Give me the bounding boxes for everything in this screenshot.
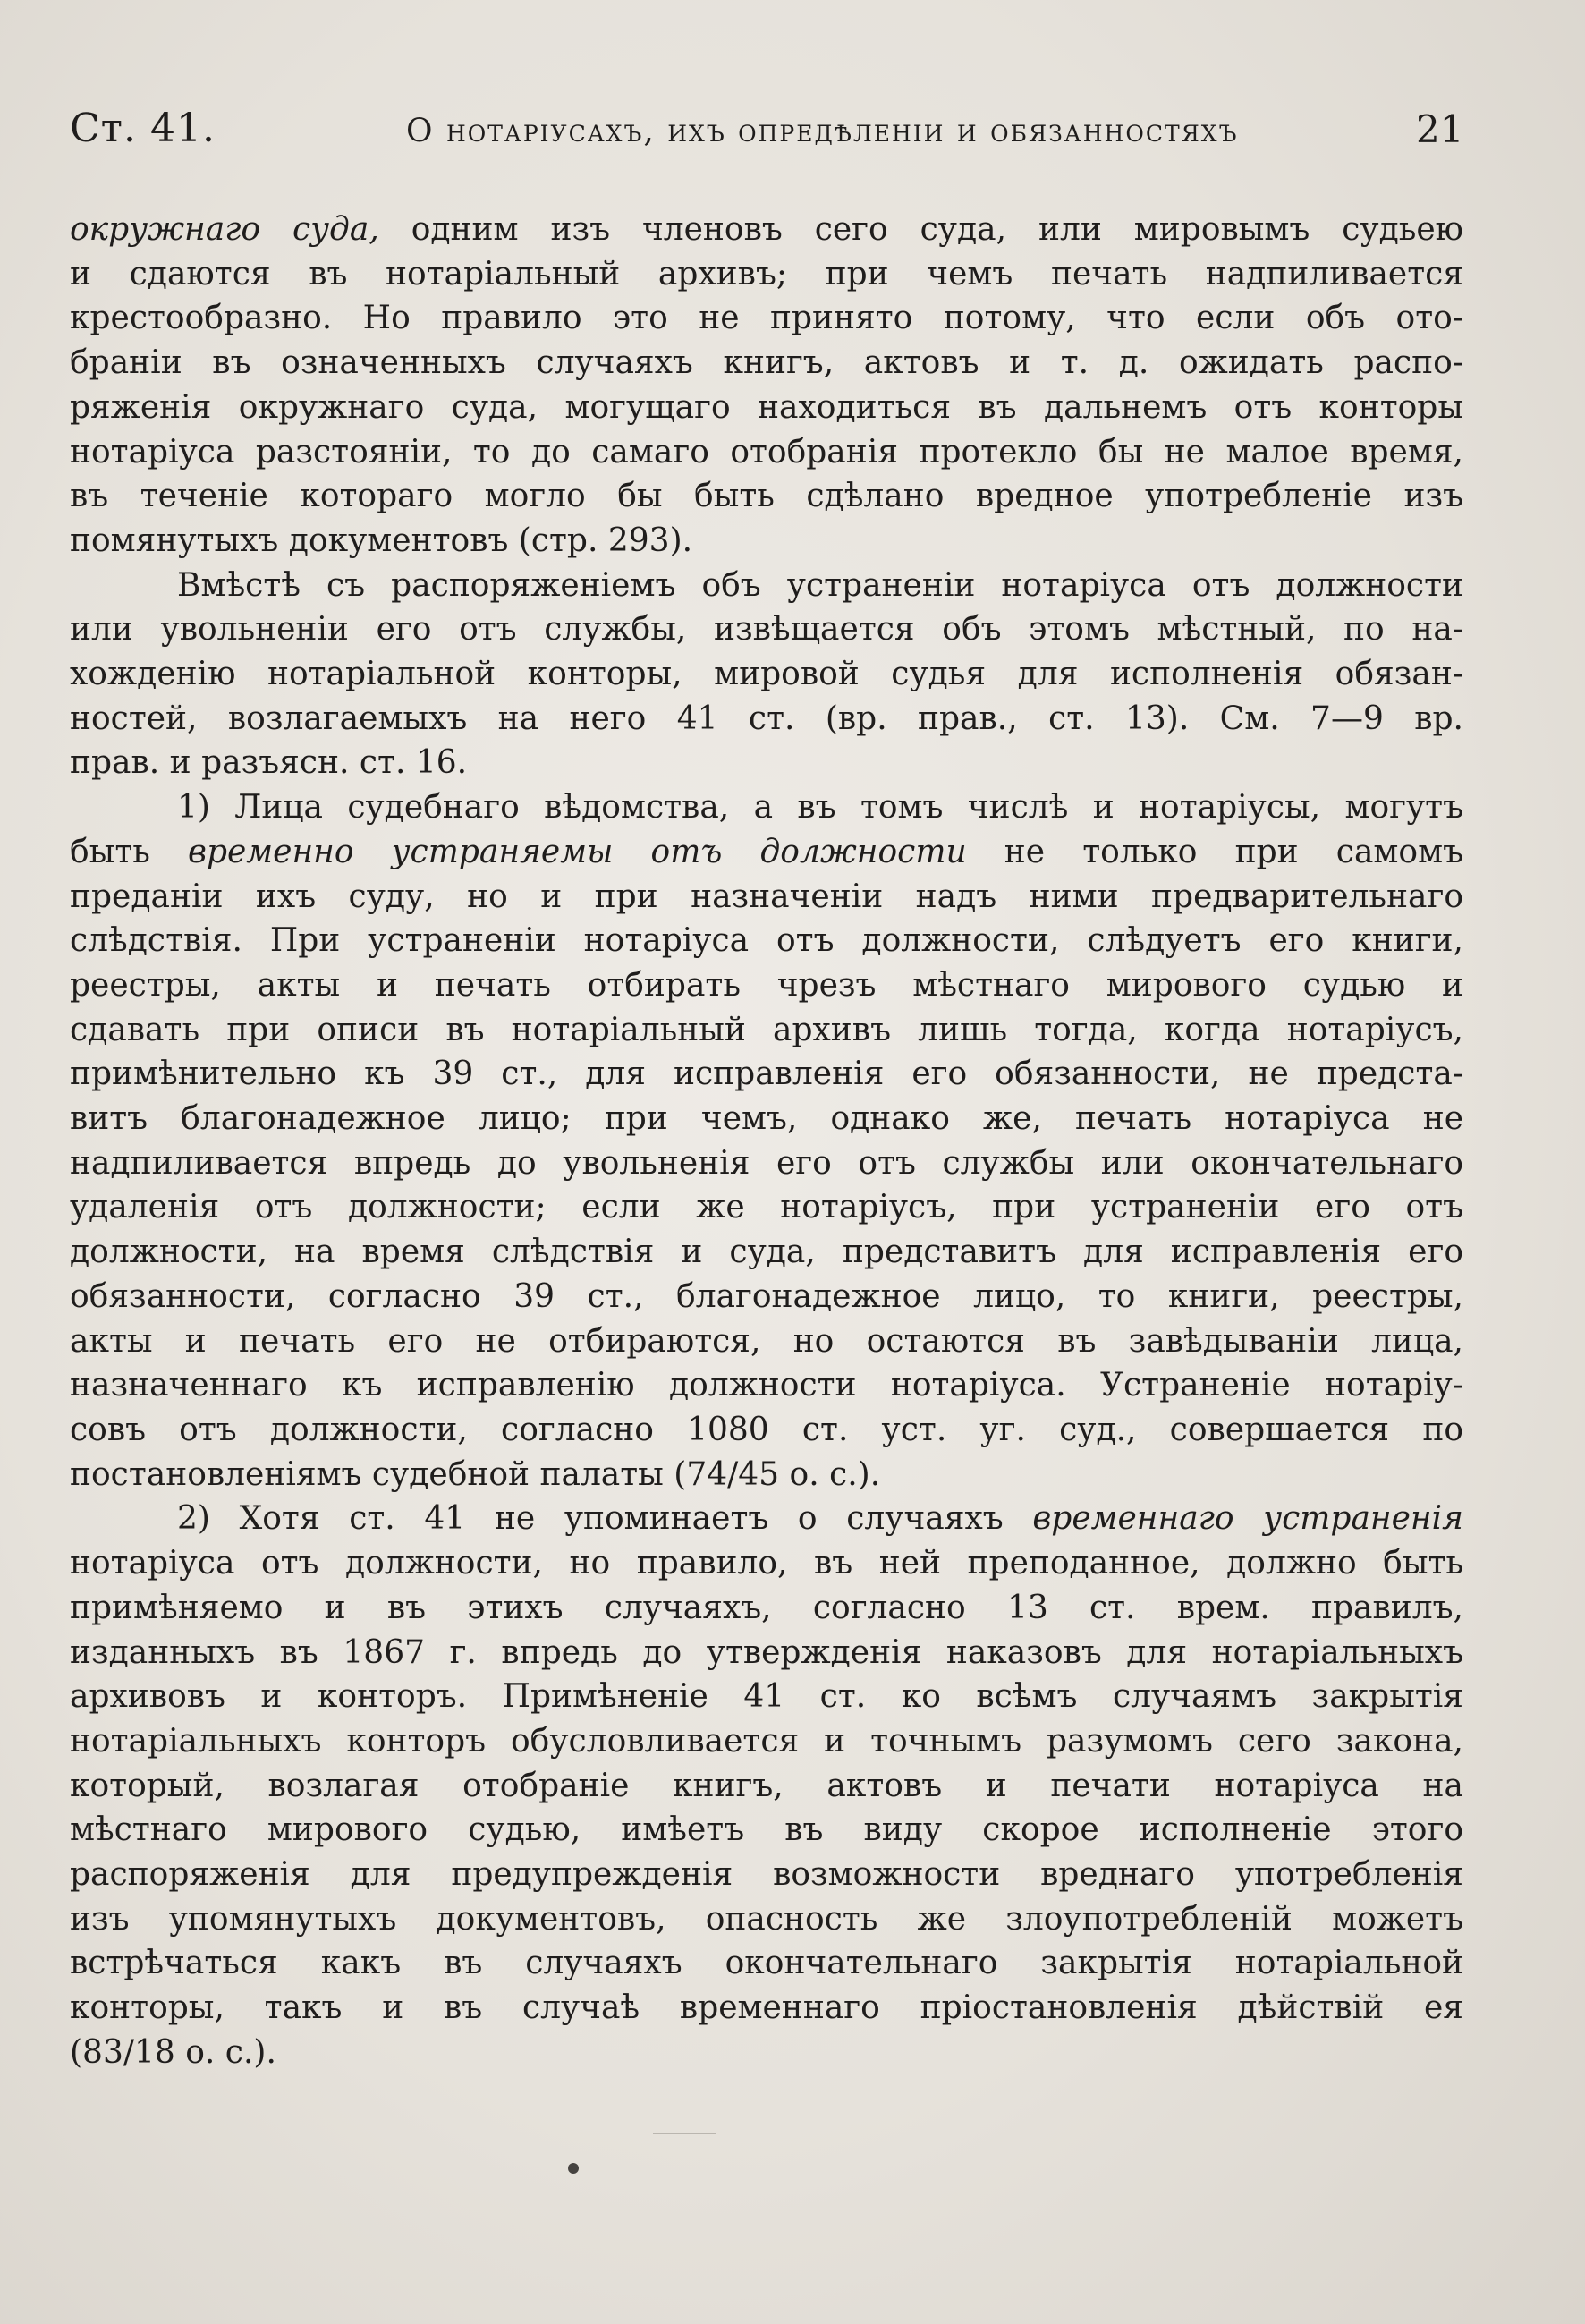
text-line: архивовъ и конторъ. Примѣненіе 41 ст. ко всѣмъ случаямъ закрытія: [70, 1678, 1463, 1716]
text-line: нотаріальныхъ конторъ обусловливается и точнымъ разумомъ сего закона,: [70, 1722, 1463, 1760]
text-line: примѣнительно къ 39 ст., для исправленія его обязанности, не предста-: [70, 1056, 1463, 1093]
paragraph-3: [70, 785, 1463, 1497]
italic-phrase: временно устраняемы отъ должности: [187, 833, 967, 870]
paragraph-4: [70, 1497, 1463, 2074]
text-line: примѣняемо и въ этихъ случаяхъ, согласно 13 ст. врем. правилъ,: [70, 1589, 1463, 1626]
text-line: прав. и разъясн. ст. 16.: [70, 744, 468, 782]
text-line: обязанности, согласно 39 ст., благонадежное лицо, то книги, реестры,: [70, 1277, 1463, 1315]
text-line: или увольненіи его отъ службы, извѣщается объ этомъ мѣстный, по на-: [70, 611, 1463, 649]
text-line: ностей, возлагаемыхъ на него 41 ст. (вр. прав., ст. 13). См. 7—9 вр.: [70, 700, 1463, 737]
text-line: постановленіямъ судебной палаты (74/45 о. с.).: [70, 1455, 881, 1493]
text-line: окружнаго суда, одним изъ членовъ сего суда, или мировымъ судьею: [70, 211, 1464, 248]
article-number: Ст. 41.: [70, 106, 216, 151]
text-line: (83/18 о. с.).: [70, 2033, 276, 2071]
text-line: 2) Хотя ст. 41 не упоминаетъ о случаяхъ временнаго устраненія: [177, 1500, 1463, 1538]
text-line: встрѣчаться какъ въ случаяхъ окончательнаго закрытія нотаріальной: [70, 1945, 1463, 1982]
text-line: браніи въ означенныхъ случаяхъ книгъ, актовъ и т. д. ожидать распо-: [70, 344, 1463, 382]
running-header: [70, 97, 1585, 150]
text-line: назначеннаго къ исправленію должности нотаріуса. Устраненіе нотаріу-: [70, 1367, 1463, 1404]
page-number: 21: [1416, 107, 1464, 151]
text-line: въ теченіе котораго могло бы быть сдѣлано вредное употребленіе изъ: [70, 478, 1463, 515]
text-line: надпиливается впредь до увольненія его отъ службы или окончательнаго: [70, 1144, 1463, 1182]
text-line: крестообразно. Но правило это не принято потому, что если объ ото-: [70, 300, 1463, 337]
text-line: преданіи ихъ суду, но и при назначеніи надъ ними предварительнаго: [70, 878, 1463, 915]
text-line: должности, на время слѣдствія и суда, представитъ для исправленія его: [70, 1234, 1463, 1271]
page-body: [70, 208, 1463, 2075]
text-line: мѣстнаго мирового судью, имѣетъ въ виду скорое исполненіе этого: [70, 1811, 1463, 1849]
text-line: реестры, акты и печать отбирать чрезъ мѣстнаго мирового судью и: [70, 966, 1463, 1004]
ink-dot: [568, 2163, 579, 2174]
text-line: помянутыхъ документовъ (стр. 293).: [70, 522, 693, 559]
text-line: ряженія окружнаго суда, могущаго находиться въ дальнемъ отъ конторы: [70, 388, 1463, 426]
text-line: и сдаются въ нотаріальный архивъ; при чемъ печать надпиливается: [70, 255, 1463, 293]
text-line: нотаріуса отъ должности, но правило, въ ней преподанное, должно быть: [70, 1545, 1463, 1582]
italic-phrase: окружнаго суда,: [70, 211, 379, 248]
running-title: О нотаріусахъ, ихъ опредѣленіи и обязанностяхъ: [406, 113, 1239, 149]
text-line: хожденію нотаріальной конторы, мировой судья для исполненія обязан-: [70, 656, 1463, 693]
paragraph-2: [70, 564, 1463, 786]
text-line: распоряженія для предупрежденія возможности вреднаго употребленія: [70, 1856, 1463, 1894]
paragraph-1: [70, 208, 1463, 564]
text-line: Вмѣстѣ съ распоряженіемъ объ устраненіи нотаріуса отъ должности: [177, 566, 1463, 604]
text-line: быть временно устраняемы отъ должности не только при самомъ: [70, 833, 1463, 870]
text-line: слѣдствія. При устраненіи нотаріуса отъ должности, слѣдуетъ его книги,: [70, 922, 1463, 960]
text-line: нотаріуса разстояніи, то до самаго отобранія протекло бы не малое время,: [70, 433, 1463, 471]
text-line: удаленія отъ должности; если же нотаріусъ, при устраненіи его отъ: [70, 1189, 1463, 1226]
text-line: сдавать при описи въ нотаріальный архивъ лишь тогда, когда нотаріусъ,: [70, 1011, 1463, 1048]
text-line: 1) Лица судебнаго вѣдомства, а въ томъ числѣ и нотаріусы, могутъ: [177, 789, 1463, 827]
text-line: изъ упомянутыхъ документовъ, опасность же злоупотребленій можетъ: [70, 1900, 1463, 1938]
text-line: конторы, такъ и въ случаѣ временнаго пріостановленія дѣйствій ея: [70, 1989, 1463, 2027]
italic-phrase: временнаго устраненія: [1032, 1500, 1463, 1538]
text-line: акты и печать его не отбираются, но остаются въ завѣдываніи лица,: [70, 1322, 1463, 1360]
text-line: изданныхъ въ 1867 г. впредь до утвержденія наказовъ для нотаріальныхъ: [70, 1633, 1463, 1671]
text-line: витъ благонадежное лицо; при чемъ, однако же, печать нотаріуса не: [70, 1100, 1463, 1138]
text-line: совъ отъ должности, согласно 1080 ст. уст. уг. суд., совершается по: [70, 1411, 1463, 1448]
text-line: который, возлагая отобраніе книгъ, актовъ и печати нотаріуса на: [70, 1767, 1463, 1804]
